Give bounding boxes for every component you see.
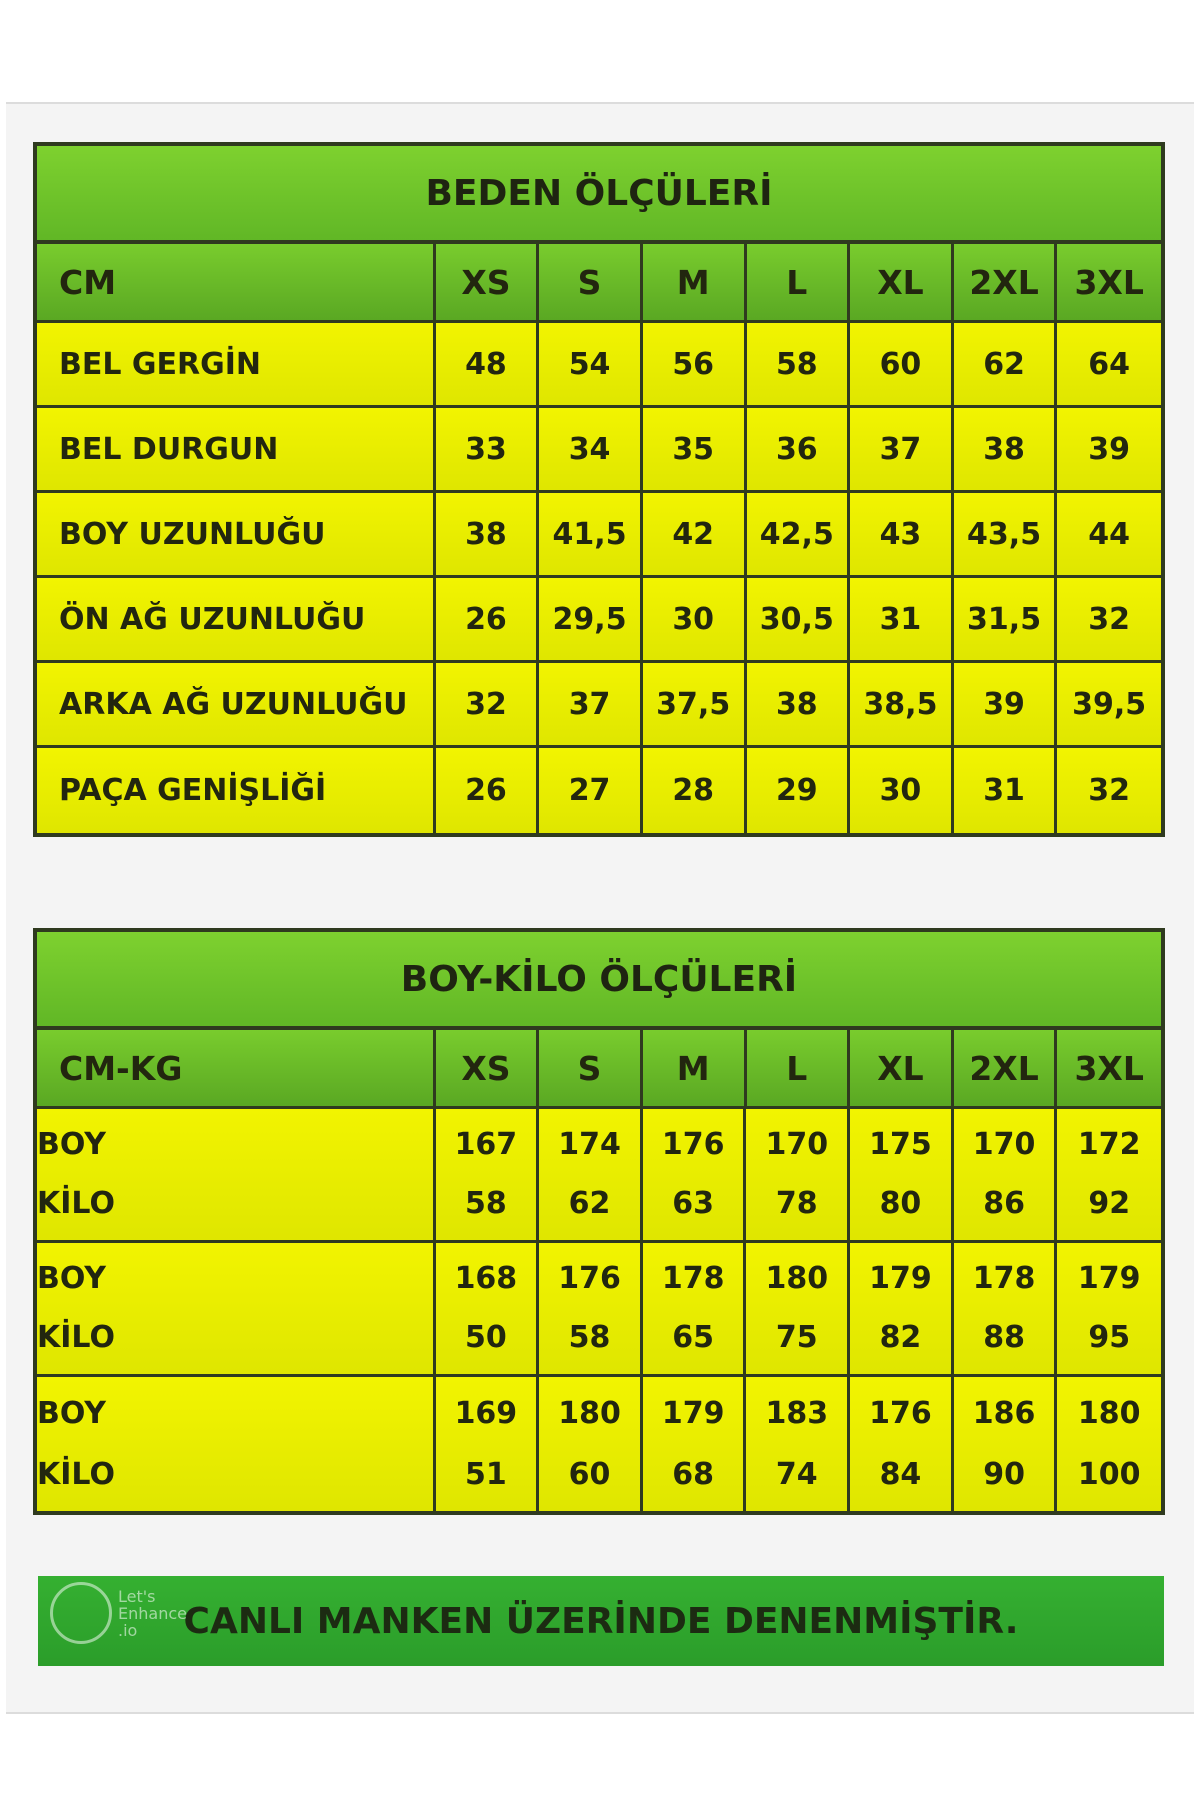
measurement-cell: 31 <box>954 748 1058 833</box>
measurement-cell: 37 <box>850 408 954 493</box>
measurement-cell: 26 <box>436 578 540 663</box>
header-size: L <box>747 244 851 323</box>
measurement-cell: 43,5 <box>954 493 1058 578</box>
row-label: BOY KİLO <box>37 1377 436 1511</box>
height-weight-cell: 186 90 <box>954 1377 1058 1511</box>
measurement-cell: 36 <box>747 408 851 493</box>
measurement-cell: 58 <box>747 323 851 408</box>
watermark-text: Let's Enhance .io <box>118 1586 187 1640</box>
table-row <box>37 408 1161 493</box>
header-size: XL <box>850 1030 954 1109</box>
measurement-cell: 54 <box>539 323 643 408</box>
header-size: M <box>643 244 747 323</box>
measurement-cell: 38 <box>954 408 1058 493</box>
header-size: 2XL <box>954 1030 1058 1109</box>
height-weight-cell: 180 100 <box>1057 1377 1161 1511</box>
measurement-cell: 26 <box>436 748 540 833</box>
measurement-cell: 32 <box>1057 578 1161 663</box>
header-size: 3XL <box>1057 1030 1161 1109</box>
measurement-cell: 32 <box>436 663 540 748</box>
measurement-cell: 29 <box>747 748 851 833</box>
height-weight-cell: 167 58 <box>436 1109 540 1243</box>
measurement-cell: 33 <box>436 408 540 493</box>
height-weight-cell: 176 58 <box>539 1243 643 1377</box>
measurement-cell: 34 <box>539 408 643 493</box>
measurement-cell: 38 <box>436 493 540 578</box>
height-weight-cell: 170 78 <box>746 1109 850 1243</box>
table-row <box>37 663 1161 748</box>
size-table-header <box>37 244 1161 323</box>
table-row <box>37 748 1161 833</box>
table-row <box>37 1109 1161 1243</box>
height-weight-cell: 183 74 <box>746 1377 850 1511</box>
height-weight-cell: 176 63 <box>643 1109 747 1243</box>
header-size: M <box>643 1030 747 1109</box>
measurement-cell: 37,5 <box>643 663 747 748</box>
tested-on-model-banner: CANLI MANKEN ÜZERİNDE DENENMİŞTİR. <box>38 1576 1164 1666</box>
table-row <box>37 493 1161 578</box>
row-label: PAÇA GENİŞLİĞİ <box>37 748 436 833</box>
size-measurements-table <box>33 142 1165 837</box>
measurement-cell: 60 <box>850 323 954 408</box>
measurement-cell: 39,5 <box>1057 663 1161 748</box>
measurement-cell: 64 <box>1057 323 1161 408</box>
measurement-cell: 62 <box>954 323 1058 408</box>
measurement-cell: 42 <box>643 493 747 578</box>
height-weight-header <box>37 1030 1161 1109</box>
height-weight-cell: 178 65 <box>643 1243 747 1377</box>
measurement-cell: 42,5 <box>747 493 851 578</box>
header-unit: CM <box>37 244 436 323</box>
height-weight-cell: 178 88 <box>954 1243 1058 1377</box>
measurement-cell: 28 <box>643 748 747 833</box>
measurement-cell: 31 <box>850 578 954 663</box>
header-size: XS <box>436 1030 540 1109</box>
header-unit: CM-KG <box>37 1030 436 1109</box>
size-table-title: BEDEN ÖLÇÜLERİ <box>37 146 1161 244</box>
measurement-cell: 29,5 <box>539 578 643 663</box>
measurement-cell: 38 <box>747 663 851 748</box>
measurement-cell: 31,5 <box>954 578 1058 663</box>
measurement-cell: 41,5 <box>539 493 643 578</box>
row-label: ÖN AĞ UZUNLUĞU <box>37 578 436 663</box>
measurement-cell: 37 <box>539 663 643 748</box>
height-weight-cell: 179 68 <box>643 1377 747 1511</box>
height-weight-table <box>33 928 1165 1515</box>
header-size: 2XL <box>954 244 1058 323</box>
height-weight-title: BOY-KİLO ÖLÇÜLERİ <box>37 932 1161 1030</box>
table-row <box>37 323 1161 408</box>
row-label: BOY KİLO <box>37 1109 436 1243</box>
measurement-cell: 56 <box>643 323 747 408</box>
measurement-cell: 30 <box>850 748 954 833</box>
height-weight-cell: 180 75 <box>746 1243 850 1377</box>
header-size: 3XL <box>1057 244 1161 323</box>
table-row <box>37 578 1161 663</box>
row-label: BEL GERGİN <box>37 323 436 408</box>
height-weight-cell: 176 84 <box>850 1377 954 1511</box>
table-row <box>37 1243 1161 1377</box>
header-size: XS <box>436 244 540 323</box>
height-weight-cell: 174 62 <box>539 1109 643 1243</box>
height-weight-cell: 175 80 <box>850 1109 954 1243</box>
watermark-circle-icon <box>50 1582 112 1644</box>
height-weight-cell: 179 82 <box>850 1243 954 1377</box>
row-label: BOY KİLO <box>37 1243 436 1377</box>
height-weight-cell: 179 95 <box>1057 1243 1161 1377</box>
row-label: ARKA AĞ UZUNLUĞU <box>37 663 436 748</box>
measurement-cell: 30,5 <box>747 578 851 663</box>
measurement-cell: 39 <box>954 663 1058 748</box>
header-size: XL <box>850 244 954 323</box>
row-label: BOY UZUNLUĞU <box>37 493 436 578</box>
height-weight-cell: 172 92 <box>1057 1109 1161 1243</box>
measurement-cell: 48 <box>436 323 540 408</box>
measurement-cell: 44 <box>1057 493 1161 578</box>
watermark-logo <box>50 1582 187 1644</box>
header-size: S <box>539 244 643 323</box>
measurement-cell: 38,5 <box>850 663 954 748</box>
height-weight-cell: 168 50 <box>436 1243 540 1377</box>
row-label: BEL DURGUN <box>37 408 436 493</box>
height-weight-cell: 170 86 <box>954 1109 1058 1243</box>
table-row <box>37 1377 1161 1511</box>
measurement-cell: 27 <box>539 748 643 833</box>
height-weight-cell: 180 60 <box>539 1377 643 1511</box>
header-size: S <box>539 1030 643 1109</box>
header-size: L <box>747 1030 851 1109</box>
measurement-cell: 35 <box>643 408 747 493</box>
measurement-cell: 32 <box>1057 748 1161 833</box>
measurement-cell: 30 <box>643 578 747 663</box>
height-weight-cell: 169 51 <box>436 1377 540 1511</box>
measurement-cell: 43 <box>850 493 954 578</box>
measurement-cell: 39 <box>1057 408 1161 493</box>
